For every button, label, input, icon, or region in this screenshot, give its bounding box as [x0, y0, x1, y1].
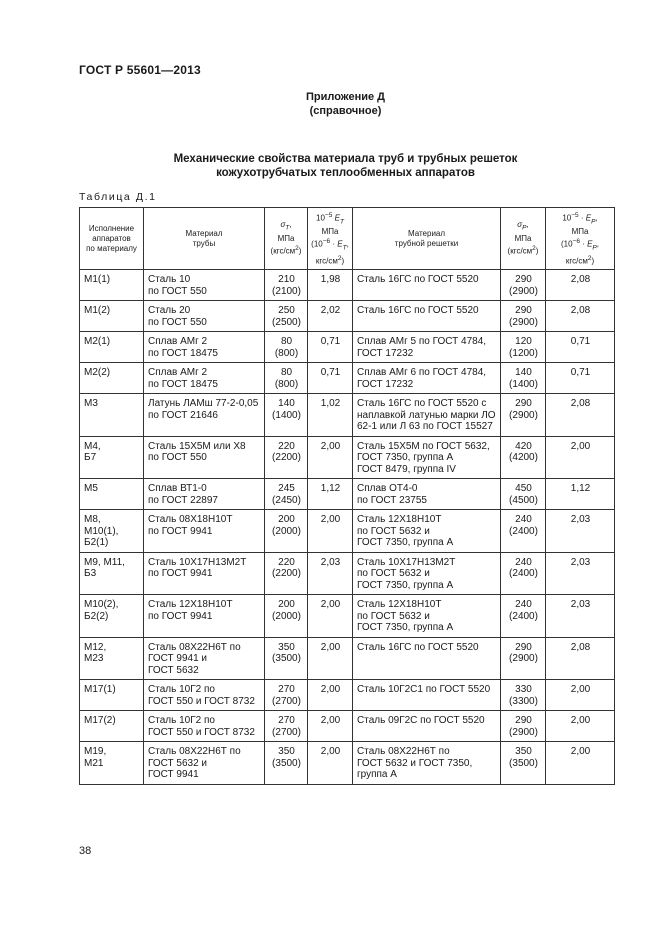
cell-grid-material: Сталь 12Х18Н10Т по ГОСТ 5632 и ГОСТ 7350, группа А — [353, 510, 501, 553]
cell-execution: М3 — [80, 394, 144, 437]
cell-sigma-t: 270 (2700) — [265, 680, 308, 711]
cell-e-t: 2,00 — [308, 510, 353, 553]
table-row — [80, 479, 615, 510]
cell-e-t: 2,02 — [308, 301, 353, 332]
cell-sigma-p: 450 (4500) — [501, 479, 546, 510]
cell-sigma-p: 420 (4200) — [501, 436, 546, 479]
cell-tube-material: Латунь ЛАМш 77-2-0,05 по ГОСТ 21646 — [144, 394, 265, 437]
cell-e-t: 2,00 — [308, 711, 353, 742]
cell-tube-material: Сталь 10Х17Н13М2Т по ГОСТ 9941 — [144, 552, 265, 595]
cell-e-p: 2,08 — [546, 637, 615, 680]
cell-e-p: 2,00 — [546, 711, 615, 742]
cell-sigma-t: 350 (3500) — [265, 742, 308, 785]
cell-tube-material: Сталь 10 по ГОСТ 550 — [144, 270, 265, 301]
cell-grid-material: Сталь 16ГС по ГОСТ 5520 — [353, 270, 501, 301]
properties-table — [79, 207, 615, 785]
cell-e-t: 1,98 — [308, 270, 353, 301]
cell-sigma-p: 350 (3500) — [501, 742, 546, 785]
cell-sigma-p: 140 (1400) — [501, 363, 546, 394]
cell-sigma-t: 220 (2200) — [265, 552, 308, 595]
cell-execution: М19, М21 — [80, 742, 144, 785]
page-number: 38 — [79, 845, 92, 857]
cell-sigma-p: 330 (3300) — [501, 680, 546, 711]
cell-execution: М17(2) — [80, 711, 144, 742]
cell-execution: М5 — [80, 479, 144, 510]
cell-sigma-p: 240 (2400) — [501, 552, 546, 595]
cell-e-t: 2,00 — [308, 595, 353, 638]
cell-grid-material: Сплав ОТ4-0 по ГОСТ 23755 — [353, 479, 501, 510]
cell-execution: М8, М10(1), Б2(1) — [80, 510, 144, 553]
section-title-line1: Механические свойства материала труб и трубных решеток — [173, 153, 518, 165]
cell-execution: М10(2), Б2(2) — [80, 595, 144, 638]
cell-e-p: 2,08 — [546, 270, 615, 301]
cell-e-t: 2,00 — [308, 637, 353, 680]
cell-tube-material: Сталь 08Х22Н6Т по ГОСТ 9941 и ГОСТ 5632 — [144, 637, 265, 680]
cell-grid-material: Сталь 12Х18Н10Т по ГОСТ 5632 и ГОСТ 7350, группа А — [353, 595, 501, 638]
cell-tube-material: Сплав АМг 2 по ГОСТ 18475 — [144, 363, 265, 394]
cell-sigma-p: 120 (1200) — [501, 332, 546, 363]
table-row — [80, 332, 615, 363]
cell-e-t: 0,71 — [308, 332, 353, 363]
cell-sigma-t: 350 (3500) — [265, 637, 308, 680]
cell-execution: М9, М11, Б3 — [80, 552, 144, 595]
table-row — [80, 637, 615, 680]
cell-e-p: 2,03 — [546, 510, 615, 553]
header-sigma-t: $\sigma_T$, МПа $(кгс/см^2)$ — [265, 208, 308, 270]
cell-sigma-p: 290 (2900) — [501, 394, 546, 437]
cell-sigma-p: 290 (2900) — [501, 637, 546, 680]
section-title-line2: кожухотрубчатых теплообменных аппаратов — [216, 167, 475, 179]
cell-execution: М2(2) — [80, 363, 144, 394]
cell-e-p: 2,00 — [546, 742, 615, 785]
table-row — [80, 552, 615, 595]
cell-tube-material: Сталь 15Х5М или Х8 по ГОСТ 550 — [144, 436, 265, 479]
cell-tube-material: Сплав АМг 2 по ГОСТ 18475 — [144, 332, 265, 363]
cell-e-t: 0,71 — [308, 363, 353, 394]
table-caption: Таблица Д.1 — [79, 191, 157, 203]
header-e-t: $10^{-5}$ $E_T$ МПа ($10^{-6} \cdot E_T$, кгс/$см^2$) — [308, 208, 353, 270]
cell-e-p: 2,08 — [546, 301, 615, 332]
cell-sigma-p: 240 (2400) — [501, 510, 546, 553]
header-e-p: $10^{-5} \cdot E_P$, МПа ($10^{-6} \cdot E_P$, кгс/$см^2$) — [546, 208, 615, 270]
cell-e-p: 0,71 — [546, 363, 615, 394]
cell-e-p: 0,71 — [546, 332, 615, 363]
cell-tube-material: Сталь 10Г2 по ГОСТ 550 и ГОСТ 8732 — [144, 711, 265, 742]
cell-sigma-t: 200 (2000) — [265, 595, 308, 638]
cell-e-p: 1,12 — [546, 479, 615, 510]
cell-e-p: 2,00 — [546, 436, 615, 479]
cell-grid-material: Сплав АМг 5 по ГОСТ 4784, ГОСТ 17232 — [353, 332, 501, 363]
cell-e-p: 2,00 — [546, 680, 615, 711]
cell-grid-material: Сталь 08Х22Н6Т по ГОСТ 5632 и ГОСТ 7350, группа А — [353, 742, 501, 785]
table-row — [80, 595, 615, 638]
cell-e-t: 2,00 — [308, 680, 353, 711]
cell-grid-material: Сталь 16ГС по ГОСТ 5520 — [353, 637, 501, 680]
cell-grid-material: Сталь 10Х17Н13М2Т по ГОСТ 5632 и ГОСТ 7350, группа А — [353, 552, 501, 595]
table-row — [80, 711, 615, 742]
cell-sigma-p: 290 (2900) — [501, 711, 546, 742]
header-grid-material: Материал трубной решетки — [353, 208, 501, 270]
header-tube-material: Материал трубы — [144, 208, 265, 270]
cell-sigma-t: 245 (2450) — [265, 479, 308, 510]
cell-sigma-p: 290 (2900) — [501, 301, 546, 332]
cell-e-t: 2,00 — [308, 742, 353, 785]
cell-e-p: 2,08 — [546, 394, 615, 437]
cell-execution: М1(1) — [80, 270, 144, 301]
cell-sigma-t: 210 (2100) — [265, 270, 308, 301]
cell-grid-material: Сталь 09Г2С по ГОСТ 5520 — [353, 711, 501, 742]
cell-execution: М12, М23 — [80, 637, 144, 680]
cell-tube-material: Сталь 10Г2 по ГОСТ 550 и ГОСТ 8732 — [144, 680, 265, 711]
table-row — [80, 270, 615, 301]
cell-execution: М4, Б7 — [80, 436, 144, 479]
annex-heading — [0, 90, 661, 118]
cell-grid-material: Сплав АМг 6 по ГОСТ 4784, ГОСТ 17232 — [353, 363, 501, 394]
cell-e-p: 2,03 — [546, 595, 615, 638]
cell-execution: М17(1) — [80, 680, 144, 711]
cell-grid-material: Сталь 16ГС по ГОСТ 5520 — [353, 301, 501, 332]
table-header-row — [80, 208, 615, 270]
table-row — [80, 301, 615, 332]
header-execution: Исполнение аппаратов по материалу — [80, 208, 144, 270]
cell-e-p: 2,03 — [546, 552, 615, 595]
table-row — [80, 363, 615, 394]
cell-tube-material: Сплав ВТ1-0 по ГОСТ 22897 — [144, 479, 265, 510]
table-body — [80, 270, 615, 785]
annex-type: (справочное) — [309, 105, 382, 117]
cell-e-t: 2,00 — [308, 436, 353, 479]
cell-e-t: 2,03 — [308, 552, 353, 595]
cell-e-t: 1,12 — [308, 479, 353, 510]
table-row — [80, 394, 615, 437]
cell-sigma-p: 290 (2900) — [501, 270, 546, 301]
section-title — [0, 152, 661, 180]
cell-sigma-t: 140 (1400) — [265, 394, 308, 437]
cell-tube-material: Сталь 08Х22Н6Т по ГОСТ 5632 и ГОСТ 9941 — [144, 742, 265, 785]
cell-sigma-t: 200 (2000) — [265, 510, 308, 553]
cell-execution: М2(1) — [80, 332, 144, 363]
cell-e-t: 1,02 — [308, 394, 353, 437]
cell-sigma-t: 80 (800) — [265, 332, 308, 363]
cell-grid-material: Сталь 15Х5М по ГОСТ 5632, ГОСТ 7350, группа А ГОСТ 8479, группа IV — [353, 436, 501, 479]
cell-grid-material: Сталь 16ГС по ГОСТ 5520 с наплавкой латунью марки ЛО 62-1 или Л 63 по ГОСТ 15527 — [353, 394, 501, 437]
cell-execution: М1(2) — [80, 301, 144, 332]
cell-tube-material: Сталь 20 по ГОСТ 550 — [144, 301, 265, 332]
cell-sigma-t: 270 (2700) — [265, 711, 308, 742]
table-row — [80, 436, 615, 479]
cell-grid-material: Сталь 10Г2С1 по ГОСТ 5520 — [353, 680, 501, 711]
annex-title: Приложение Д — [306, 91, 385, 103]
cell-tube-material: Сталь 12Х18Н10Т по ГОСТ 9941 — [144, 595, 265, 638]
table-row — [80, 510, 615, 553]
cell-tube-material: Сталь 08Х18Н10Т по ГОСТ 9941 — [144, 510, 265, 553]
table-row — [80, 742, 615, 785]
document-code: ГОСТ Р 55601—2013 — [79, 63, 201, 77]
cell-sigma-t: 220 (2200) — [265, 436, 308, 479]
table-row — [80, 680, 615, 711]
cell-sigma-t: 250 (2500) — [265, 301, 308, 332]
header-sigma-p: $\sigma_P$, МПа $(кгс/см^2)$ — [501, 208, 546, 270]
cell-sigma-p: 240 (2400) — [501, 595, 546, 638]
cell-sigma-t: 80 (800) — [265, 363, 308, 394]
